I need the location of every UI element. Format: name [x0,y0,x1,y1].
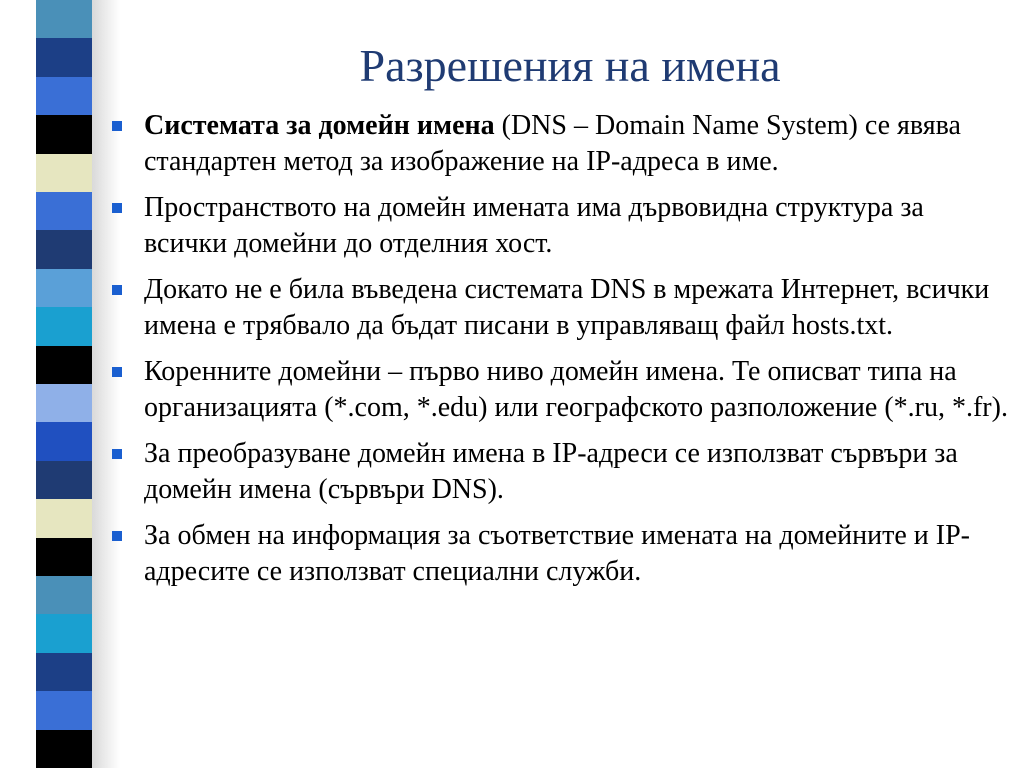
bullet-item [108,272,1008,344]
bullet-item [108,354,1008,426]
stripe-segment [36,154,92,193]
stripe-segment [36,576,92,615]
stripe-segment [36,422,92,461]
square-bullet-icon [112,449,122,459]
bullet-item [108,436,1008,508]
stripe-segment [36,730,92,768]
stripe-segment [36,0,92,39]
square-bullet-icon [112,203,122,213]
bullet-item [108,190,1008,262]
stripe-segment [36,115,92,154]
decorative-stripe-area [0,0,120,768]
square-bullet-icon [112,121,122,131]
stripe-segment [36,691,92,730]
bullet-text: Пространството на домейн имената има дървовидна структура за всички домейни до отделния хост. [144,192,924,259]
stripe-segment [36,614,92,653]
stripe-segment [36,307,92,346]
stripe-segment [36,230,92,269]
bullet-bold-text: Системата за домейн имена [144,110,495,141]
stripe-segment [36,269,92,308]
bullet-text: За обмен на информация за съответствие имената на домейните и IP-адресите се използват специални служби. [144,520,970,587]
bullet-text: (DNS – Domain Name System) се явява стандартен метод за изображение на IP-адреса в име. [144,110,961,177]
stripe-segment [36,653,92,692]
square-bullet-icon [112,285,122,295]
stripe-segment [36,499,92,538]
bullet-text: Коренните домейни – първо ниво домейн имена. Те описват типа на организацията (*.com, *.edu) или географското разположение (*.ru, *.fr). [144,356,1008,423]
stripe-segment [36,461,92,500]
slide-title: Разрешения на имена [359,40,781,91]
bullet-text: За преобразуване домейн имена в IP-адреси се използват сървъри за домейн имена (сървъри DNS). [144,438,958,505]
stripe-segment [36,384,92,423]
decorative-stripe [36,0,92,768]
stripe-segment [36,538,92,577]
stripe-segment [36,77,92,116]
bullet-item [108,108,1008,180]
square-bullet-icon [112,531,122,541]
bullet-item [108,518,1008,590]
square-bullet-icon [112,367,122,377]
stripe-segment [36,192,92,231]
stripe-segment [36,346,92,385]
stripe-segment [36,38,92,77]
bullet-text: Докато не е била въведена системата DNS в мрежата Интернет, всички имена е трябвало да бъдат писани в управляващ файл hosts.txt. [144,274,990,341]
bullet-list [108,108,1008,600]
